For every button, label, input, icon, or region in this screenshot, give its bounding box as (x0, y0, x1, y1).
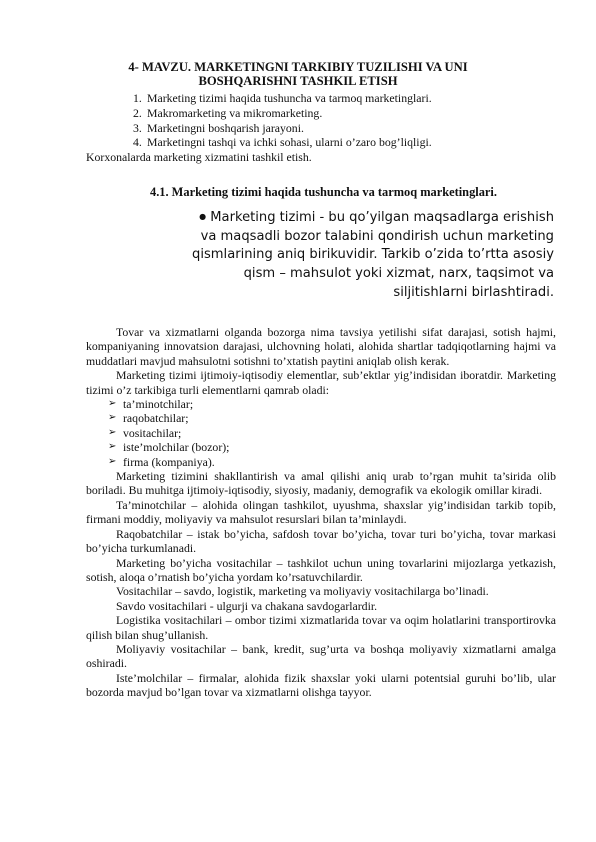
intro-line: Korxonalarda marketing xizmatini tashkil etish. (86, 150, 312, 164)
paragraph: Iste’molchilar – firmalar, alohida fizik shaxslar yoki ularni potentsial guruhi bo’lib, ular bozorda mavjud bo’lgan tovar va xizmatlarni olishga tayyor. (86, 670, 556, 700)
body-text (86, 325, 556, 700)
callout-line: qism – mahsulot yoki xizmat, narx, taqsimot va (243, 265, 554, 281)
list-item: ➢ raqobatchilar; (108, 411, 189, 426)
paragraph: Savdo vositachilari - ulgurji va chakana savdogarlardir. (116, 598, 378, 613)
paragraph: Marketing tizimi ijtimoiy-iqtisodiy elementlar, sub’ektlar yig’indisidan iboratdir. Marketing tizimi o’z tarkibiga turli elementlarni qamrab oladi: (86, 368, 556, 397)
paragraph: Vositachilar – savdo, logistik, marketing va moliyaviy vositachilarga bo’linadi. (116, 584, 489, 599)
title-line-2: BOSHQARISHNI TASHKIL ETISH (198, 74, 398, 88)
bullet-dot-icon: ● (199, 212, 207, 221)
paragraph: Tovar va xizmatlarni olganda bozorga nima tavsiya yetilishi sifat darajasi, sotish hajmi, kompaniyaning innovatsion darajasi, ulchovning holati, alohida shartlar tadqiqotlarning hajmi va muddatlari mavjud mahsulotni sotishni to’xtatish paytini aniqlab olish kerak. (86, 325, 556, 368)
paragraph: Ta’minotchilar – alohida olingan tashkilot, uyushma, shaxslar yig’indisidan tarkib topib, firmani moddiy, moliyaviy va mahsulot resurslari bilan ta’minlaydi. (86, 497, 556, 527)
outline-item: 4. Marketingni tashqi va ichki sohasi, ularni o’zaro bog’liqligi. (133, 135, 432, 150)
page-title (90, 60, 506, 88)
paragraph: Marketing tizimini shakllantirish va amal qilishi aniq urab to’rgan muhit ta’sirida olib boriladi. Bu muhitga ijtimoiy-iqtisodiy, siyosiy, madaniy, demografik va ekologik omillar kiradi. (86, 469, 556, 498)
definition-callout (134, 208, 554, 302)
title-line-1: 4- MAVZU. MARKETINGNI TARKIBIY TUZILISHI VA UNI (128, 60, 468, 74)
list-item: ➢ iste’molchilar (bozor); (108, 440, 230, 455)
elements-list (86, 397, 556, 469)
callout-line: siljitishlarni birlashtiradi. (393, 284, 554, 300)
section-heading: 4.1. Marketing tizimi haqida tushuncha va tarmoq marketinglari. (150, 185, 497, 199)
outline-item: 1. Marketing tizimi haqida tushuncha va tarmoq marketinglari. (133, 91, 432, 105)
list-item: ➢ ta’minotchilar; (108, 397, 194, 412)
arrowhead-icon: ➢ (108, 398, 117, 410)
paragraph: Raqobatchilar – istak bo’yicha, safdosh tovar bo’yicha, tovar turi bo’yicha, tovar markasi bo’yicha turkumlanadi. (86, 526, 556, 556)
outline-item: 3. Marketingni boshqarish jarayoni. (133, 120, 304, 135)
arrowhead-icon: ➢ (108, 455, 117, 467)
arrowhead-icon: ➢ (108, 426, 117, 438)
paragraph: Marketing bo’yicha vositachilar – tashkilot uchun uning tovarlarini mijozlarga yetkazish, sotish, aloqa o’rnatish bo’yicha yordam ko’rsatuvchilardir. (86, 555, 556, 584)
arrowhead-icon: ➢ (108, 441, 117, 453)
paragraph: Moliyaviy vositachilar – bank, kredit, sug’urta va boshqa moliyaviy xizmatlarni amalga oshiradi. (86, 641, 556, 671)
list-item: ➢ firma (kompaniya). (108, 454, 215, 469)
list-item: ➢ vositachilar; (108, 425, 182, 440)
outline-item: 2. Makromarketing va mikromarketing. (133, 105, 323, 120)
arrowhead-icon: ➢ (108, 412, 117, 424)
callout-line: qismlarining aniq birikuvidir. Tarkib o’zida to’rtta asosiy (192, 247, 554, 263)
callout-line: va maqsadli bozor talabini qondirish uchun marketing (200, 228, 554, 244)
paragraph: Logistika vositachilari – ombor tizimi xizmatlarida tovar va oqim holatlarini transportirovka qilish bilan shug’ullanish. (86, 613, 556, 642)
callout-line: ● Marketing tizimi - bu qo’yilgan maqsadlarga erishish (199, 209, 554, 225)
topic-outline (133, 91, 432, 150)
